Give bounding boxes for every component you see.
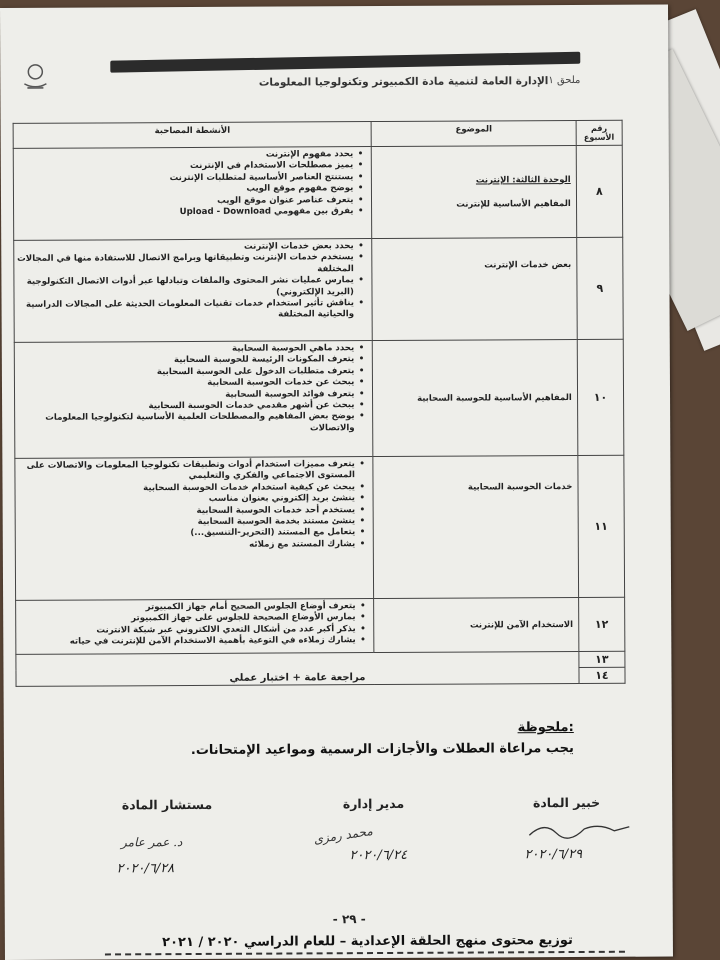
activity-item: • يتعرف متطلبات الدخول على الحوسبة السحابية bbox=[17, 366, 354, 379]
topic-cell bbox=[372, 237, 577, 340]
activities-cell bbox=[14, 239, 373, 343]
topic-cell bbox=[372, 145, 577, 238]
activity-item: • يشارك المستند مع زملائه bbox=[18, 539, 355, 552]
week-number: ١٠ bbox=[577, 339, 624, 455]
activity-item: • يتعرف مميزات استخدام أدوات وتطبيقات تكنولوجيا المعلومات والاتصالات على المستوى الاجتماعي والفكري والتعليمي bbox=[17, 459, 355, 484]
notes-text: يجب مراعاة العطلات والأجازات الرسمية ومواعيد الإمتحانات. bbox=[190, 741, 574, 759]
topic-text: الاستخدام الآمن للإنترنت bbox=[469, 619, 574, 631]
topic-cell bbox=[373, 339, 578, 456]
activity-item: • يبحث عن خدمات الحوسبة السحابية bbox=[17, 377, 354, 390]
activity-item: • يتعرف عناصر عنوان موقع الويب bbox=[16, 195, 353, 208]
activity-item: • يوضح مفهوم موقع الويب bbox=[16, 183, 353, 196]
topic-text: بعض خدمات الإنترنت bbox=[484, 260, 572, 271]
week-number: ١٢ bbox=[578, 597, 624, 651]
manager-date: ٢٠٢٠/٦/٢٤ bbox=[349, 847, 408, 864]
activities-cell bbox=[15, 457, 374, 601]
activity-item: • يحدد ماهي الحوسبة السحابية bbox=[17, 343, 354, 356]
topic-text: خدمات الحوسبة السحابية bbox=[467, 482, 573, 493]
review-cell: مراجعة عامة + اختبار عملي bbox=[16, 651, 579, 686]
annex-label: ملحق ١ bbox=[548, 74, 581, 87]
activity-item: • يمارس الأوضاع الصحيحة للجلوس على جهاز الكمبيوتر bbox=[18, 613, 355, 626]
activity-item: • يميز مصطلحات الاستخدام في الإنترنت bbox=[16, 161, 353, 174]
week-number: ١١ bbox=[578, 455, 625, 597]
table-row bbox=[13, 145, 622, 240]
activities-column-header: الأنشطة المصاحبة bbox=[13, 122, 372, 149]
activity-item: • يذكر أكبر عدد من أشكال التعدي الالكتروني عبر شبكة الانترنت bbox=[18, 624, 355, 637]
activity-item: • يستخدم أحد خدمات الحوسبة السحابية bbox=[18, 505, 355, 518]
header-bar bbox=[110, 52, 580, 73]
table-row bbox=[16, 597, 625, 654]
week-number: ٩ bbox=[577, 237, 624, 339]
topic-text: الوحدة الثالثة: الإنترنت bbox=[475, 174, 571, 186]
footer-text: توزيع محتوى منهج الحلقة الإعدادية – للعام الدراسي ٢٠٢٠ / ٢٠٢١ bbox=[162, 933, 573, 951]
activity-item: • يناقش تأثير استخدام خدمات تقنيات المعلومات الحديثة على المجالات الدراسية والحياتية المختلفة bbox=[17, 298, 355, 323]
week-number: ٨ bbox=[576, 145, 623, 237]
table-row bbox=[14, 339, 624, 458]
topic-column-header: الموضوع bbox=[372, 120, 576, 146]
page-number: - ٢٩ - bbox=[332, 912, 366, 927]
activities-cell bbox=[16, 599, 375, 655]
activity-item: • يتعرف فوائد الحوسبة السحابية bbox=[17, 389, 354, 402]
topic-cell bbox=[373, 455, 578, 598]
topic-cell bbox=[374, 597, 579, 652]
signature-manager-label: مدير إدارة bbox=[342, 795, 405, 812]
activity-item: • يتعامل مع المستند (التحرير-التنسيق...) bbox=[18, 528, 355, 541]
activity-item: • يتعرف المكونات الرئيسة للحوسبة السحابية bbox=[17, 355, 354, 368]
signature-advisor-label: مستشار المادة bbox=[121, 796, 213, 813]
table-row bbox=[15, 455, 625, 600]
manager-signature-name: محمد رمزى bbox=[312, 823, 374, 847]
activity-item: • يستخدم خدمات الإنترنت وتطبيقاتها وبرامج الاتصال للاستفادة منها في المجالات المختلفة bbox=[16, 253, 354, 278]
week-column-header: رقم الأسبوع bbox=[576, 120, 622, 145]
table-row bbox=[14, 237, 624, 342]
activity-item: • يحدد بعض خدمات الإنترنت bbox=[16, 241, 353, 254]
table-header-row bbox=[13, 120, 622, 148]
activity-item: • يفرق بين مفهومي Upload - Download bbox=[16, 206, 353, 219]
activities-cell bbox=[13, 147, 372, 241]
table-row bbox=[16, 651, 625, 670]
header-title: الإدارة العامة لتنمية مادة الكمبيوتر وتكنولوجيا المعلومات bbox=[258, 75, 549, 89]
expert-signature-scribble bbox=[524, 817, 634, 844]
advisor-date: ٢٠٢٠/٦/٢٨ bbox=[116, 861, 175, 877]
activity-item: • يبحث عن كيفية استخدام خدمات الحوسبة السحابية bbox=[17, 482, 354, 495]
footer-divider bbox=[105, 951, 625, 956]
activity-item: • يتعرف أوضاع الجلوس الصحيح أمام جهاز الكمبيوتر bbox=[18, 601, 355, 614]
week-number: ١٤ bbox=[579, 667, 625, 683]
advisor-signature-name: د. عمر عامر bbox=[120, 835, 183, 850]
topic-text: المفاهيم الأساسية للحوسبة السحابية bbox=[417, 392, 572, 404]
week-number: ١٣ bbox=[579, 651, 625, 667]
notes-title: ملحوظة: bbox=[517, 720, 574, 736]
activity-item: • ينشئ بريد إلكتروني بعنوان مناسب bbox=[18, 493, 355, 506]
ministry-logo-icon bbox=[18, 60, 52, 94]
activity-item: • يوضح بعض المفاهيم والمصطلحات العلمية الأساسية لتكنولوجيا المعلومات والاتصالات bbox=[17, 412, 355, 437]
activity-item: • يحدد مفهوم الإنترنت bbox=[16, 149, 353, 162]
curriculum-table bbox=[13, 120, 626, 687]
activity-item: • يستنتج العناصر الأساسية لمتطلبات الإنترنت bbox=[16, 172, 353, 185]
activity-item: • يشارك زملاءه في التوعية بأهمية الاستخدام الآمن للإنترنت في حياته bbox=[18, 635, 355, 648]
document-page bbox=[0, 5, 673, 960]
activity-item: • ينشئ مستند بخدمة الحوسبة السحابية bbox=[18, 516, 355, 529]
activity-item: • يمارس عمليات نشر المحتوى والملفات وتبادلها عبر أدوات الاتصال التكنولوجية (البريد الإلكتروني) bbox=[16, 275, 354, 300]
expert-date: ٢٠٢٠/٦/٢٩ bbox=[524, 846, 583, 863]
activity-item: • يبحث عن أشهر مقدمي خدمات الحوسبة السحابية bbox=[17, 400, 354, 413]
topic-text: المفاهيم الأساسية للإنترنت bbox=[456, 198, 571, 210]
signature-expert-label: خبير المادة bbox=[532, 794, 601, 811]
activities-cell bbox=[14, 341, 373, 459]
